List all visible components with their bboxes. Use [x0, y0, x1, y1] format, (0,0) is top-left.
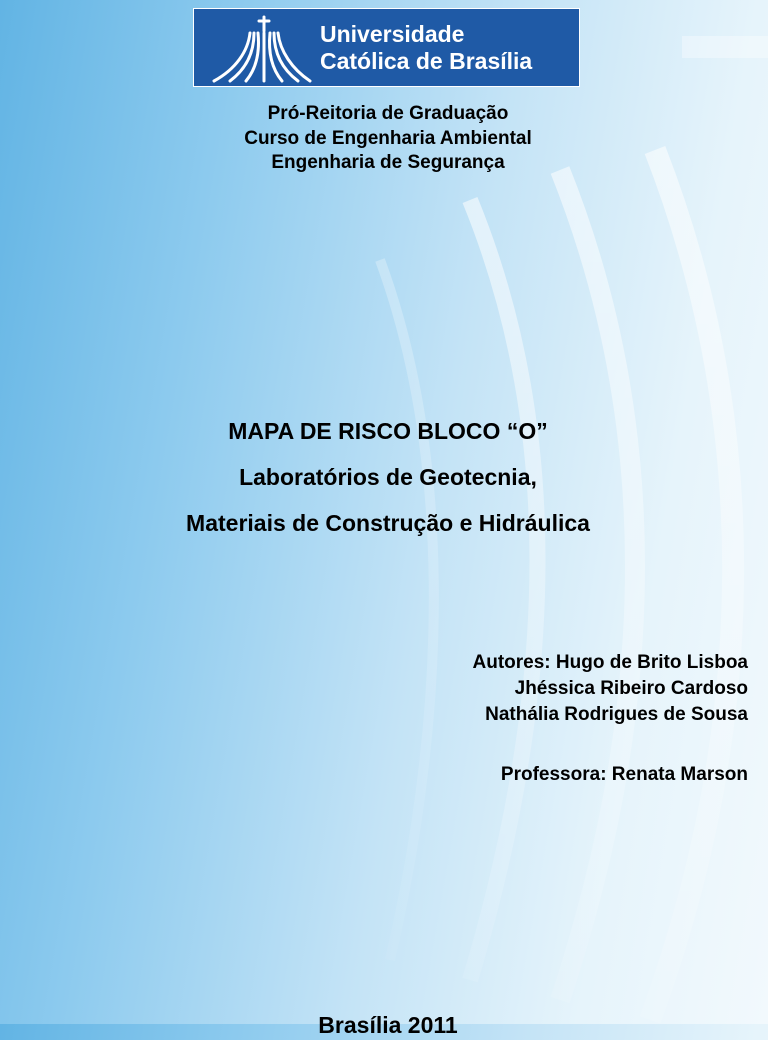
institution-header	[0, 102, 768, 176]
university-logo	[193, 8, 580, 87]
logo-line-1: Universidade	[320, 21, 465, 47]
title-line-2: Laboratórios de Geotecnia,	[239, 464, 537, 490]
logo-wordmark	[320, 21, 532, 75]
header-line-3: Engenharia de Segurança	[271, 152, 505, 173]
header-line-2: Curso de Engenharia Ambiental	[244, 127, 532, 149]
footer-place-year: Brasília 2011	[318, 1012, 458, 1038]
title-line-1: MAPA DE RISCO BLOCO “O”	[228, 418, 548, 444]
title-line-3: Materiais de Construção e Hidráulica	[186, 510, 590, 536]
authors-line-3: Nathália Rodrigues de Sousa	[485, 704, 748, 725]
logo-line-2: Católica de Brasília	[320, 48, 533, 74]
authors-line-1: Autores: Hugo de Brito Lisboa	[472, 652, 748, 673]
authors-block	[473, 650, 749, 728]
professor-line: Professora: Renata Marson	[500, 764, 748, 785]
cathedral-icon	[200, 11, 312, 85]
document-title	[0, 408, 768, 546]
header-line-1: Pró-Reitoria de Graduação	[267, 103, 509, 124]
authors-line-2: Jhéssica Ribeiro Cardoso	[514, 678, 748, 699]
